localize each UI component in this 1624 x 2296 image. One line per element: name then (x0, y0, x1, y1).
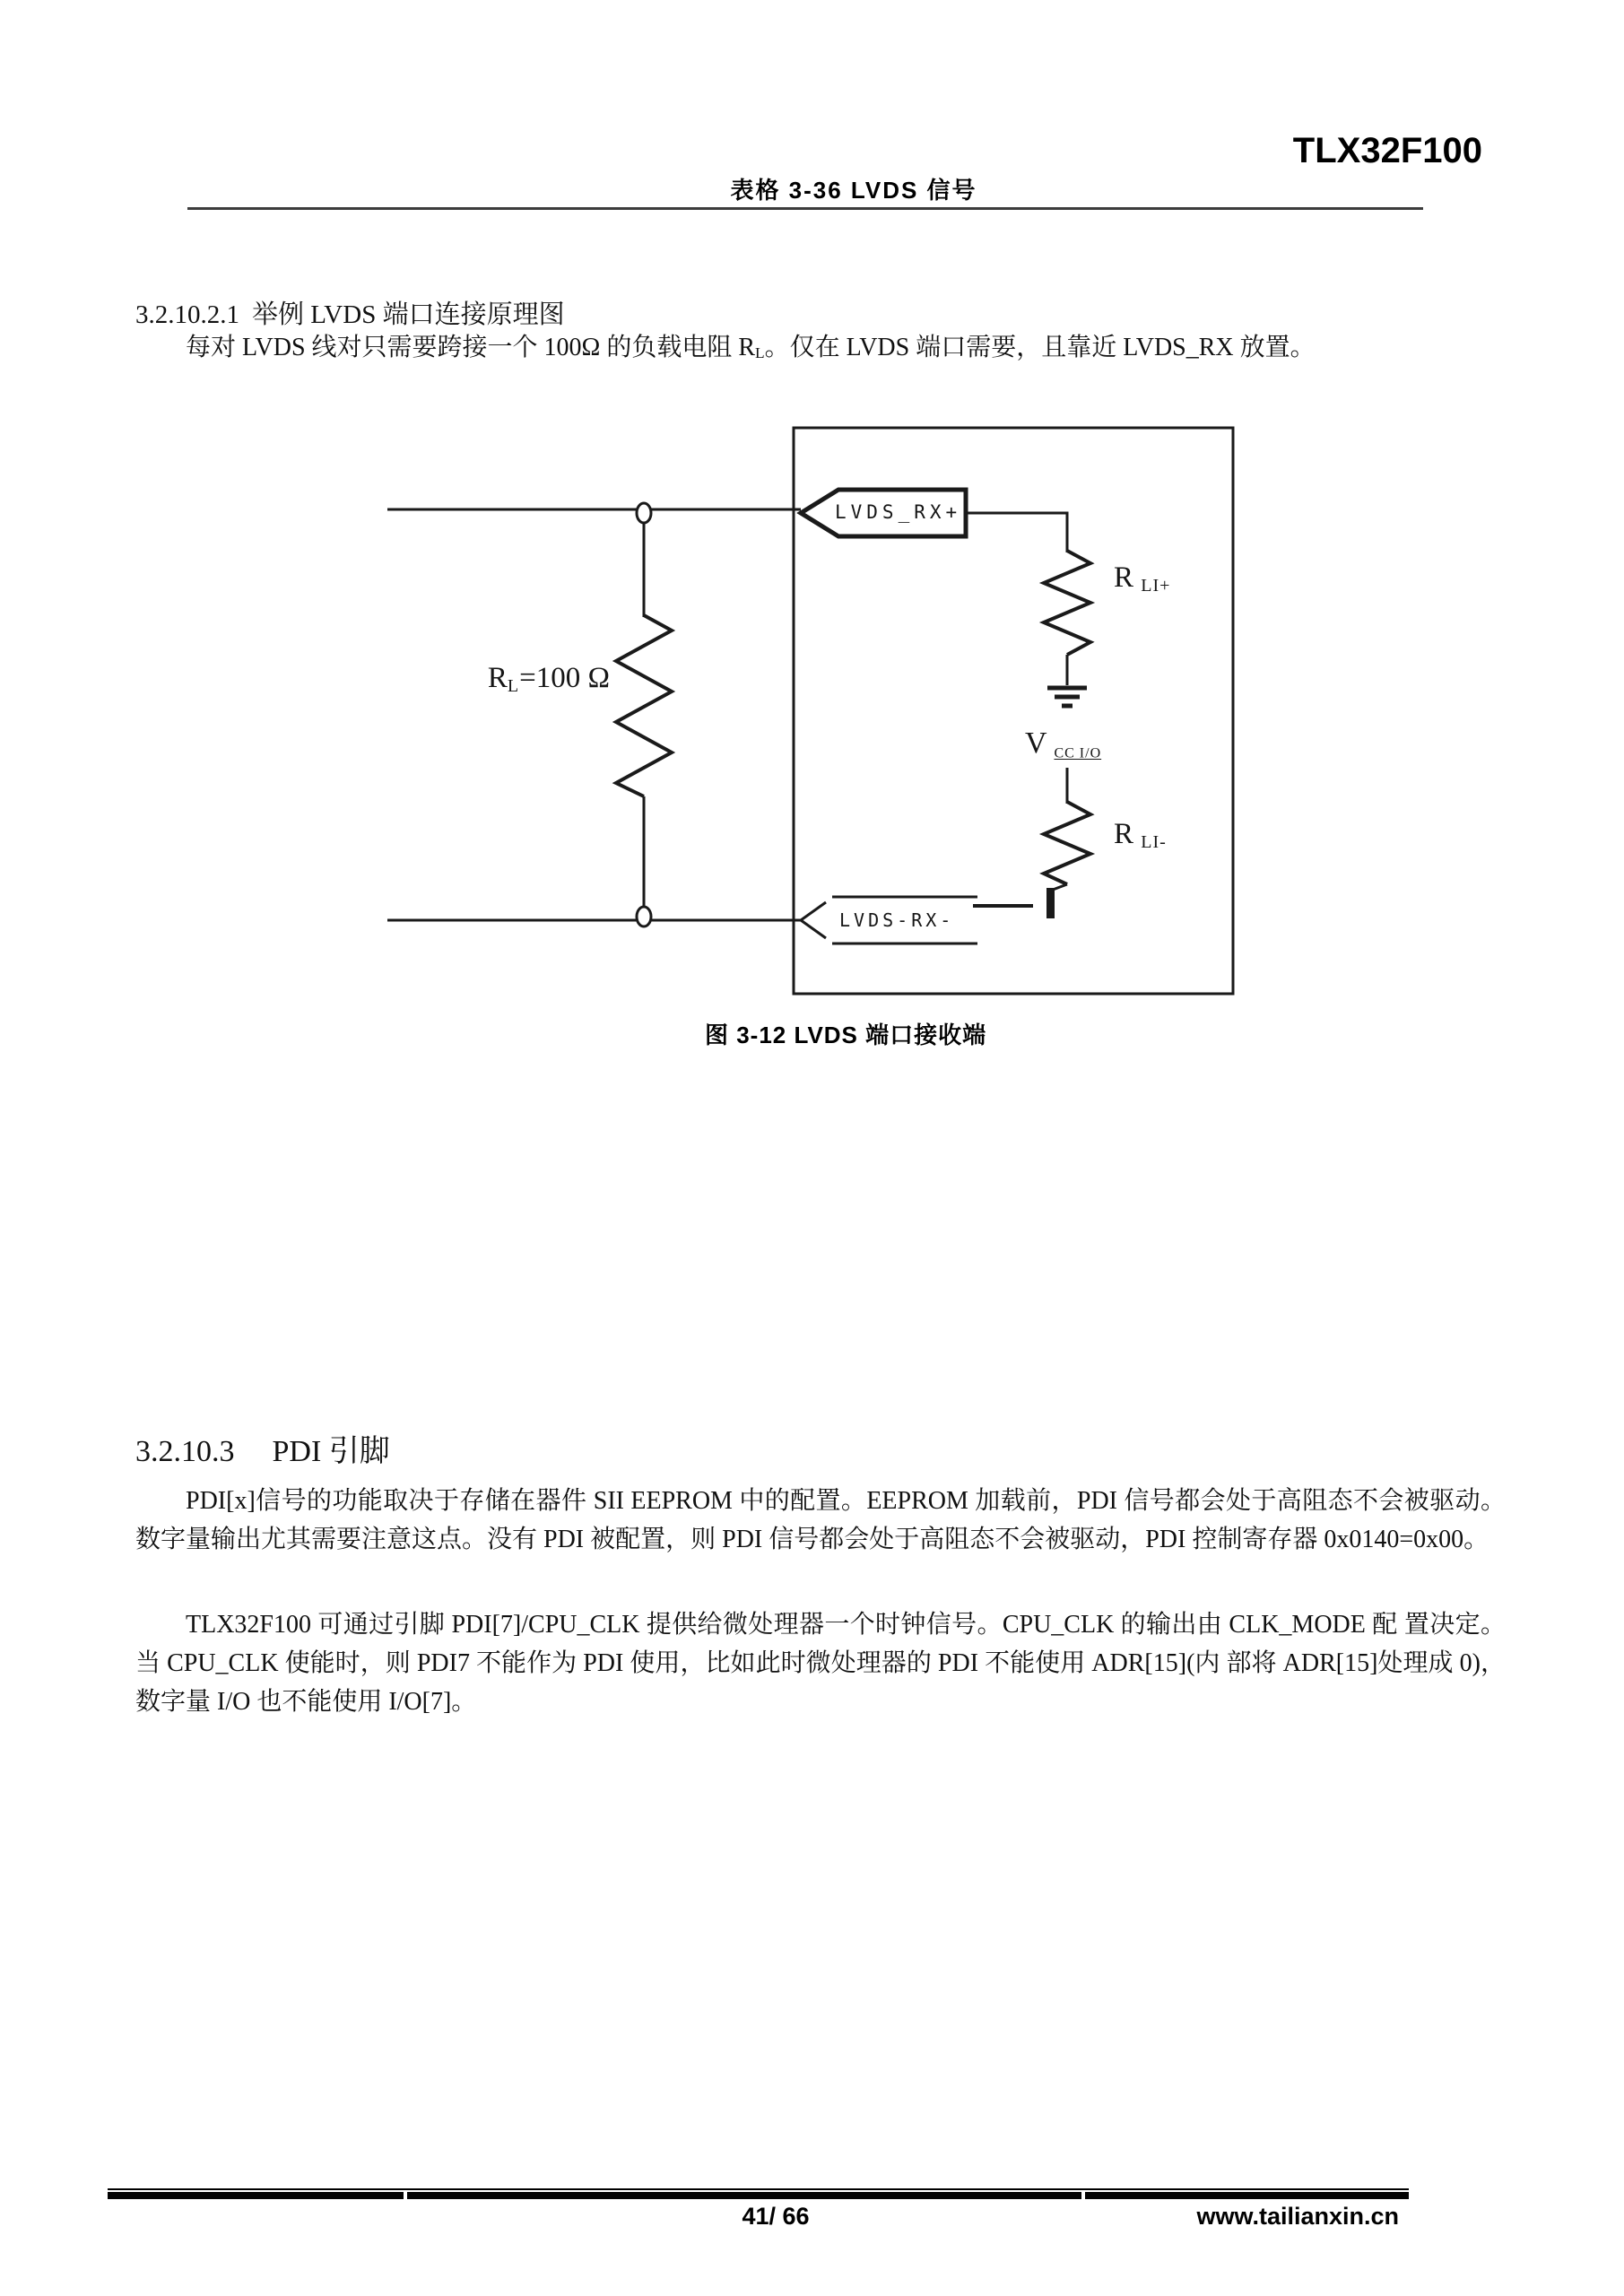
label-rli-plus-symbol: R (1114, 561, 1134, 594)
section-heading-text: 举例 LVDS 端口连接原理图 (252, 300, 565, 329)
section-heading-number: 3.2.10.2.1 (135, 300, 239, 329)
label-rli-plus-subscript: LI+ (1141, 576, 1171, 596)
label-vcc-symbol: V (1025, 726, 1046, 760)
label-rli-plus (1114, 561, 1170, 596)
label-rl-subscript: L (507, 676, 520, 696)
figure-caption: 图 3-12 LVDS 端口接收端 (705, 1022, 987, 1048)
doc-title: TLX32F100 (1292, 131, 1482, 170)
lvds-rx-minus-chevron (801, 902, 826, 938)
header-rule (187, 207, 1423, 210)
footer-rule (108, 2188, 1409, 2199)
lvds-receiver-circuit-diagram (341, 404, 1300, 1013)
label-vcc-subscript: CC I/O (1054, 745, 1102, 761)
footer-rule-thick (108, 2192, 1409, 2199)
label-vcc-io (1025, 726, 1101, 762)
label-rl-value: =100 Ω (519, 662, 610, 694)
label-lvds-rx-minus: LVDS-RX- (839, 909, 955, 931)
footer-rule-notch (404, 2192, 407, 2199)
junction-node-top (637, 503, 651, 523)
footer-rule-notch (1081, 2192, 1085, 2199)
label-rli-minus (1114, 818, 1167, 853)
resistor-rl-zigzag (616, 615, 672, 796)
page-number: 41/ 66 (742, 2203, 810, 2230)
footer-rule-thin (108, 2188, 1409, 2190)
label-rl-100-ohm (421, 662, 610, 697)
running-header-title: 表格 3-36 LVDS 信号 (730, 177, 977, 204)
paragraph-text: 。仅在 LVDS 端口需要，且靠近 LVDS_RX 放置。 (764, 334, 1316, 361)
label-rli-minus-symbol: R (1114, 818, 1134, 850)
section-heading-lvds-example (135, 294, 565, 331)
paragraph-pdi-config: PDI[x]信号的功能取决于存储在器件 SII EEPROM 中的配置。EEPROM 加载前，PDI 信号都会处于高阻态不会被驱动。数字量输出尤其需要注意这点。没有 PDI 被配置，则 PDI 信号都会处于高阻态不会被驱动，PDI 控制寄存器 0x0140=0x00。 (135, 1487, 1506, 1553)
section-heading-text: PDI 引脚 (272, 1435, 390, 1468)
terminal-bar (1046, 888, 1055, 918)
wire-rli-minus-lead (1053, 884, 1067, 890)
resistor-rli-plus-zigzag (1044, 551, 1090, 655)
junction-node-bottom (637, 907, 651, 926)
subscript-l: L (755, 344, 765, 362)
wire-rli-plus (966, 513, 1067, 552)
paragraph-text: 每对 LVDS 线对只需要跨接一个 100Ω 的负载电阻 R (186, 334, 756, 361)
resistor-rli-minus-zigzag (1044, 802, 1090, 884)
section-heading-pdi (135, 1426, 390, 1470)
section-heading-number: 3.2.10.3 (135, 1435, 235, 1468)
label-rl-symbol: R (487, 662, 508, 694)
website-url: www.tailianxin.cn (1196, 2203, 1399, 2230)
label-rli-minus-subscript: LI- (1141, 832, 1167, 852)
paragraph-cpu-clk: TLX32F100 可通过引脚 PDI[7]/CPU_CLK 提供给微处理器一个时钟信号。CPU_CLK 的输出由 CLK_MODE 配 置决定。当 CPU_CLK 使能时，则 PDI7 不能作为 PDI 使用，比如此时微处理器的 PDI 不能使用 ADR[15](内 部将 ADR[15]处理成 0)，数字量 I/O 也不能使用 I/O[7]。 (135, 1611, 1506, 1716)
paragraph-lvds-load-resistor (135, 328, 1516, 372)
label-lvds-rx-plus: LVDS_RX+ (835, 501, 962, 523)
